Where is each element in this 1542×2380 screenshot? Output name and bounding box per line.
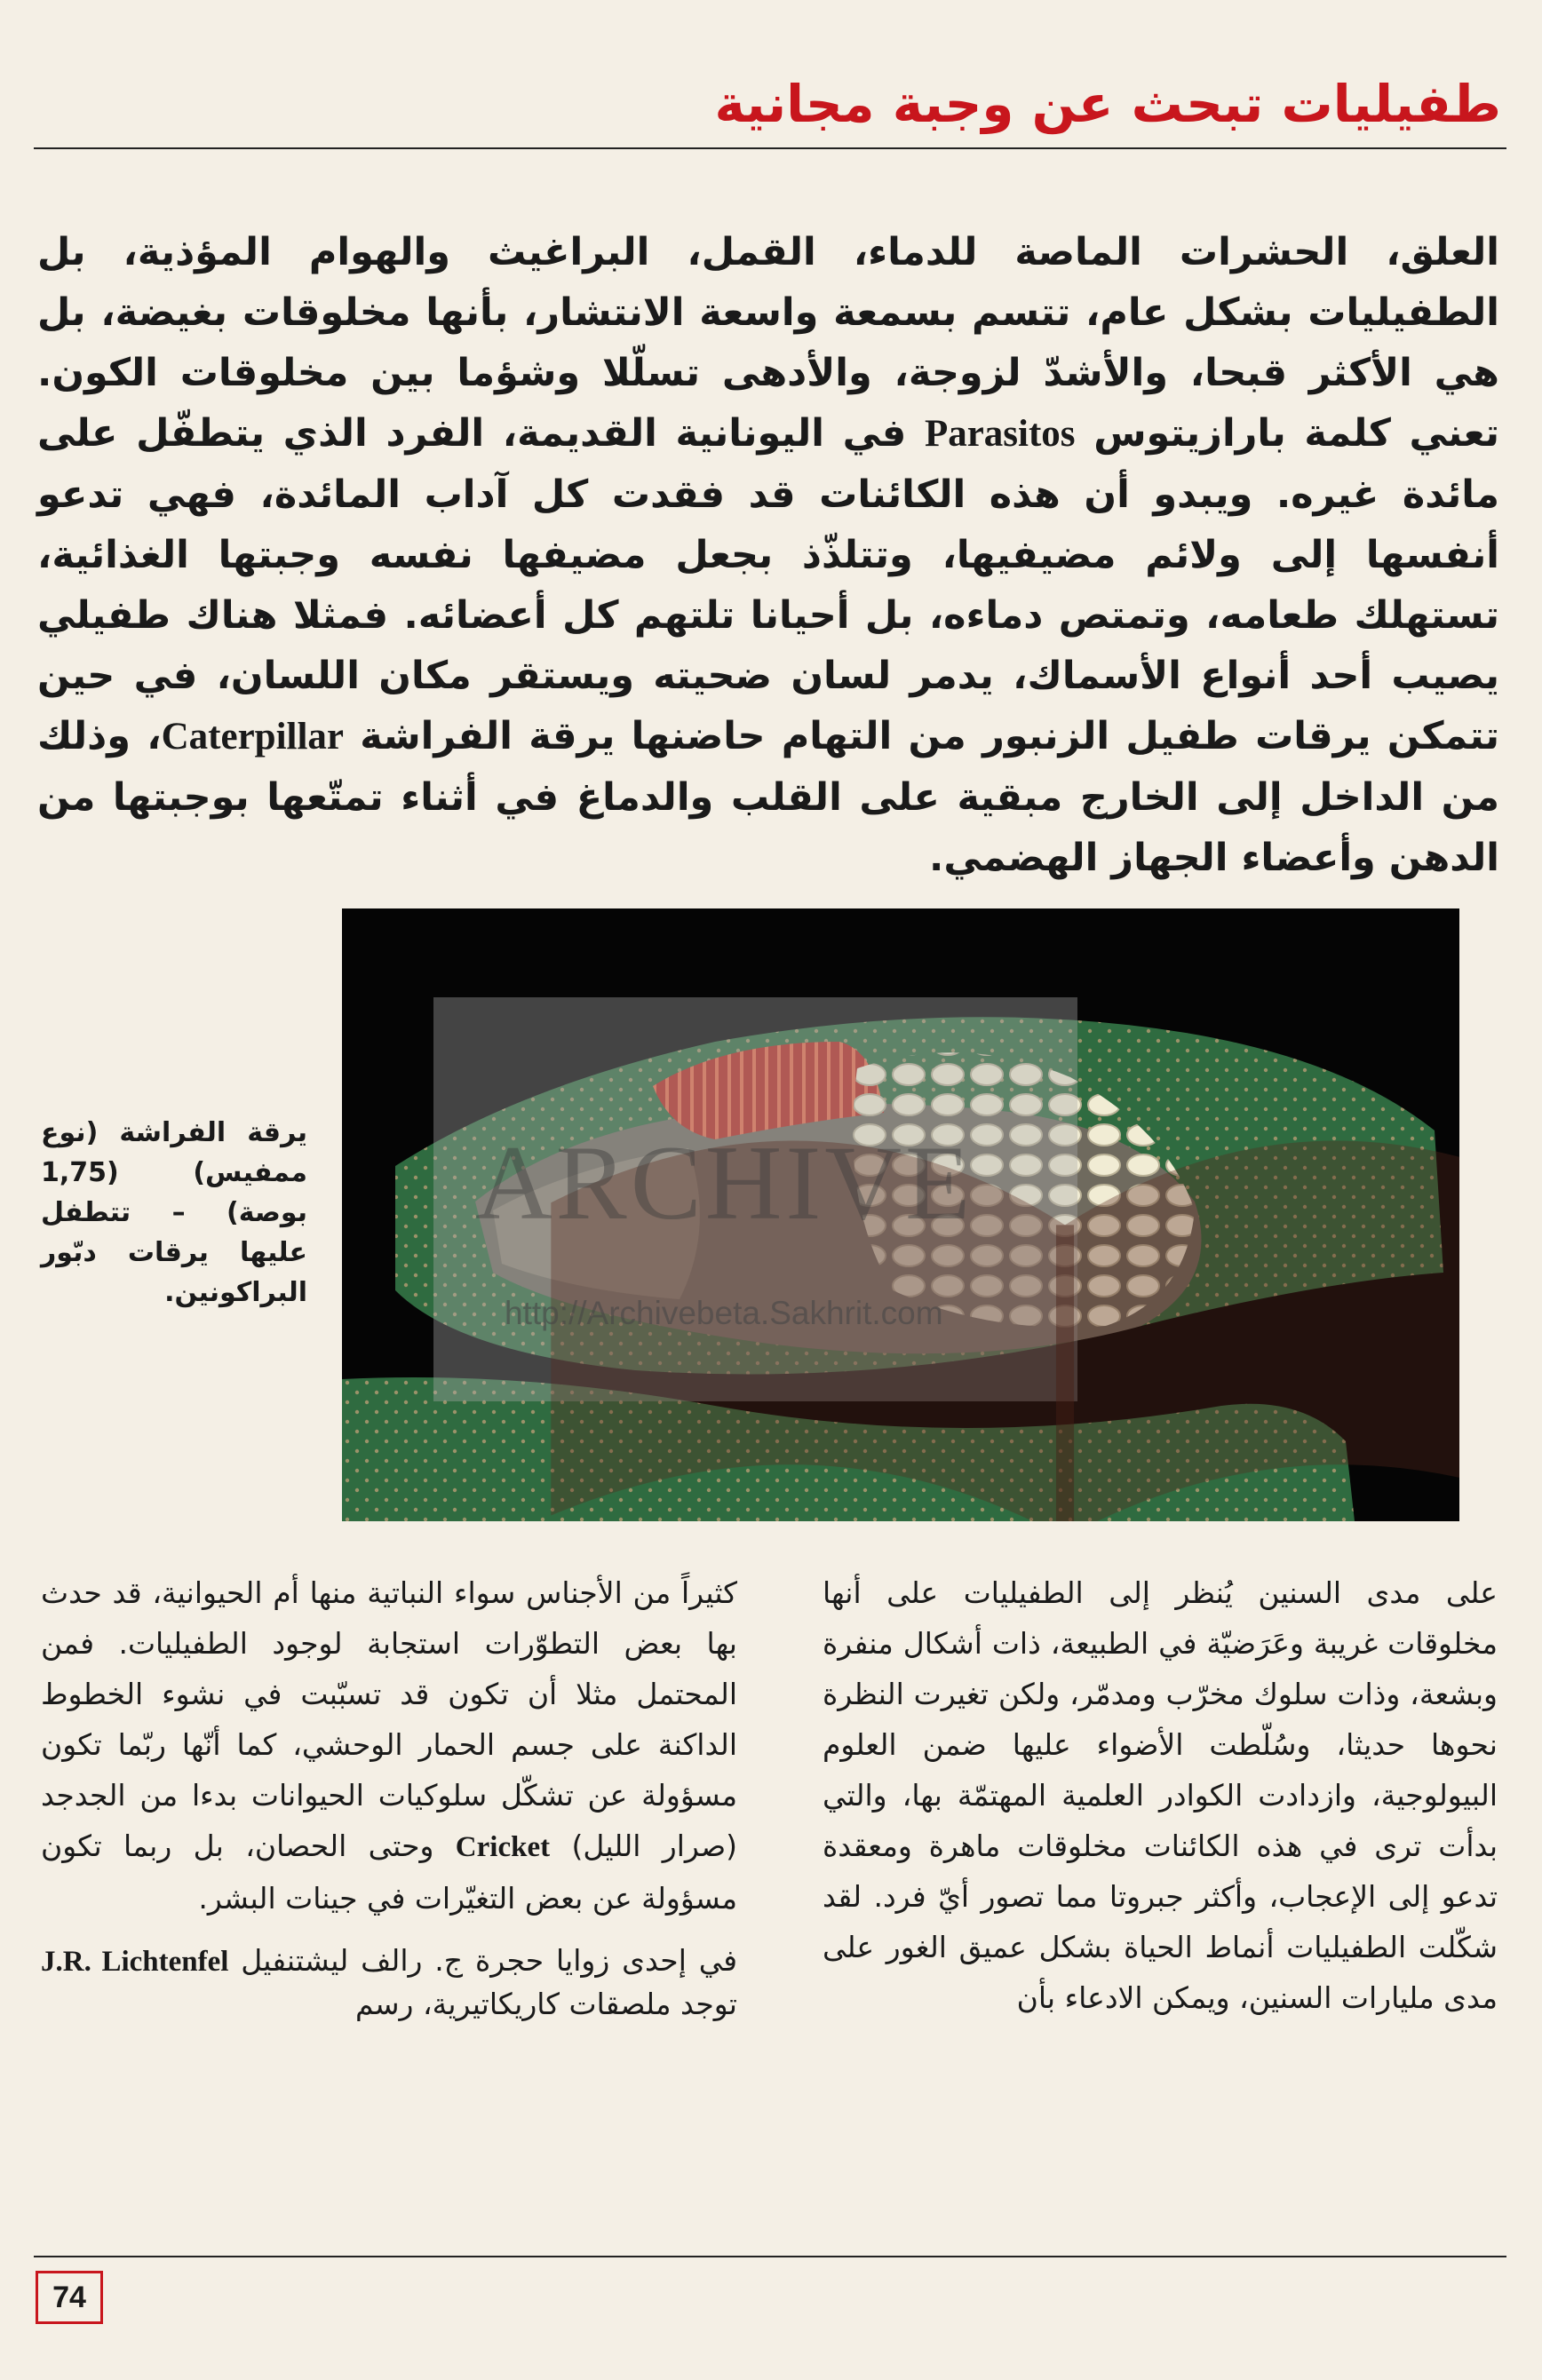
footer-divider: [34, 2256, 1506, 2257]
left-column-paragraph-2: [41, 1940, 737, 2026]
left-column-paragraph-1: [41, 1567, 737, 1924]
page-number: 74: [36, 2271, 103, 2324]
article-title: طفيليات تبحث عن وجبة مجانية: [714, 74, 1501, 134]
right-column-paragraph: على مدى السنين يُنظر إلى الطفيليات على أنها مخلوقات غريبة وعَرَضيّة في الطبيعة، ذات أشكال منفرة وبشعة، وذات سلوك مخرّب ومدمّر، ولكن تغيرت النظرة نحوها حديثا، وسُلّطت الأضواء عليها ضمن العلوم البيولوجية، وازدادت الكوادر العلمية المهتمّة بها، والتي بدأت ترى في هذه الكائنات مخلوقات ماهرة ومعقدة تدعو إلى الإعجاب، وأكثر جبروتا مما تصور أيّ فرد. لقد شكّلت الطفيليات أنماط الحياة بشكل عميق الغور على مدى مليارات السنين، ويمكن الادعاء بأن: [823, 1575, 1498, 2015]
left-p2-latin-name: J.R. Lichtenfel: [41, 1946, 229, 1978]
body-column-right: [823, 1567, 1498, 2023]
watermark-word: ARCHIVE: [475, 1123, 974, 1242]
intro-paragraph: [37, 222, 1499, 888]
intro-latin-caterpillar: Caterpillar: [161, 716, 344, 758]
left-p2-text-part2: توجد ملصقات كاريكاتيرية، رسم: [354, 1987, 737, 2021]
open-book-icon: [506, 1008, 1459, 1521]
body-column-left: [41, 1567, 737, 2026]
intro-text-part1: العلق، الحشرات الماصة للدماء، القمل، البراغيث والهوام المؤذية، بل الطفيليات بشكل عام، تتسم بسمعة واسعة الانتشار، بأنها مخلوقات بغيضة، بل هي الأكثر قبحا، والأشدّ لزوجة، والأدهى تسلّلا وشؤما بين مخلوقات الكون. تعني كلمة بارازيتوس: [37, 230, 1499, 456]
left-p1-text-part2: وحتى الحصان، بل ربما تكون مسؤولة عن بعض التغيّرات في جينات البشر.: [41, 1829, 737, 1916]
intro-text-part3: ، وذلك من الداخل إلى الخارج مبقية على القلب والدماغ في أثناء تمتّعها بوجبتها من الدهن وأعضاء الجهاز الهضمي.: [37, 714, 1499, 880]
caterpillar-photo: [342, 908, 1459, 1521]
photo-caption: يرقة الفراشة (نوع ممفيس) (1,75 بوصة) – تتطفل عليها يرقات دبّور البراكونين.: [41, 1117, 307, 1308]
header-divider: [34, 147, 1506, 149]
intro-text-part2: في اليونانية القديمة، الفرد الذي يتطفّل على مائدة غيره. ويبدو أن هذه الكائنات قد فقدت كل آداب المائدة، فهي تدعو أنفسها إلى ولائم مضيفيها، وتتلذّذ بجعل مضيفها نفسه وجبتها الغذائية، تستهلك طعامه، وتمتص دماءه، بل أحيانا تلتهم كل أعضائه. فمثلا هناك طفيلي يصيب أحد أنواع الأسماك، يدمر لسان ضحيته ويستقر مكان اللسان، في حين تتمكن يرقات طفيل الزنبور من التهام حاضنها يرقة الفراشة: [37, 411, 1499, 758]
left-p1-latin-cricket: Cricket: [455, 1831, 551, 1863]
left-p1-text-part1: كثيراً من الأجناس سواء النباتية منها أم الحيوانية، قد حدث بها بعض التطوّرات استجابة لوجود الطفيليات. فمن المحتمل مثلا أن تكون قد تسبّبت في نشوء الخطوط الداكنة على جسم الحمار الوحشي، كما أنّها ربّما تكون مسؤولة عن تشكّل سلوكيات الحيوانات بدءا من الجدجد (صرار الليل): [41, 1575, 737, 1863]
intro-latin-parasitos: Parasitos: [924, 413, 1076, 455]
left-p2-text-part1: في إحدى زوايا حجرة ج. رالف ليشتنفيل: [228, 1943, 737, 1978]
watermark-url: http://Archivebeta.Sakhrit.com: [505, 1295, 943, 1331]
